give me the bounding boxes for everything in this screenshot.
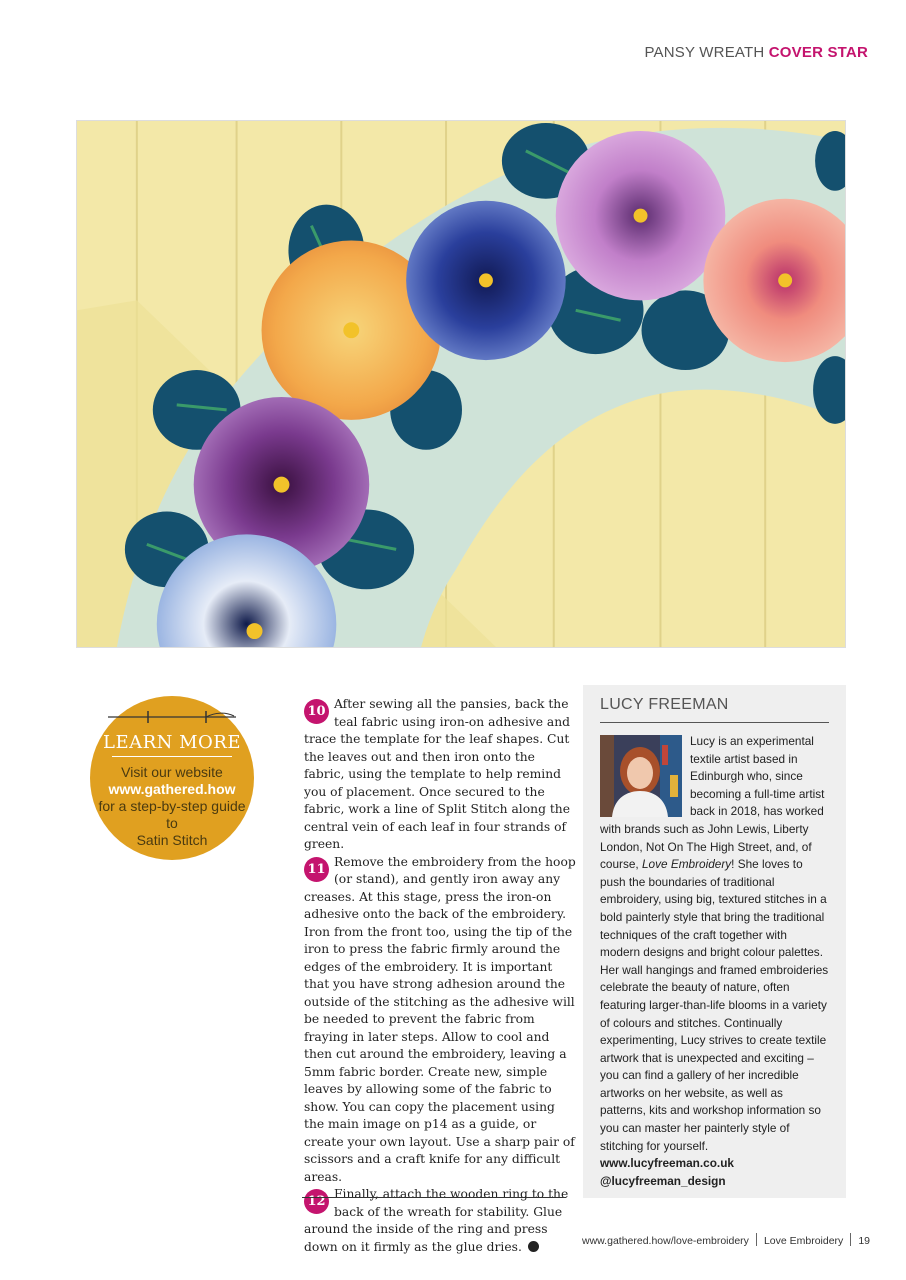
learn-more-title: LEARN MORE: [103, 732, 241, 753]
wreath-photo: [76, 120, 846, 648]
footer-magazine: Love Embroidery: [763, 1235, 844, 1247]
step-text: Remove the embroidery from the hoop (or stand), and gently iron away any creases. At this stage, press the iron-on adhesive onto the back of the embroidery. Iron from the front too, using the tip of the iron to press the fabric firmly around the edges of the embroidery. It is important that you have strong adhesion around the outside of the stitching as the adhesive will be needed to prevent the fabric from fraying in later steps. Allow to cool and then cut around the embroidery, leaving a 5mm fabric border. Create new, simple leaves by allowing some of the fabric to show. You can copy the placement using the main image on p14 as a guide, or create your own layout. Use a sharp pair of scissors and a craft knife for any difficult areas.: [304, 854, 576, 1184]
page-number: 19: [858, 1235, 870, 1247]
footer-url[interactable]: www.gathered.how/love-embroidery: [582, 1235, 749, 1247]
steps-bottom-rule: [302, 1197, 566, 1198]
step-number-badge: 10: [304, 699, 329, 724]
section-label: PANSY WREATH: [644, 44, 765, 61]
learn-more-line1: Visit our website: [121, 764, 223, 780]
section-highlight: COVER STAR: [768, 44, 868, 61]
step-10: [304, 696, 576, 854]
step-11: [304, 854, 576, 1187]
bio-text-part1: Lucy is an experimental textile artist based in Edinburgh who, since becoming a full-time artist back in 2018, has worked with brands such as John Lewis, Liberty London, Not On The High Street, and, of course,: [600, 734, 825, 872]
page-header: [644, 44, 868, 61]
learn-more-body: [98, 764, 246, 849]
footer-separator: [850, 1233, 851, 1246]
instruction-steps: [304, 696, 576, 1256]
step-text: After sewing all the pansies, back the teal fabric using iron-on adhesive and trace the template for the leaf shapes. Cut the leaves out and then iron onto the fabric, using the template to help remind you of placement. Once secured to the fabric, work a line of Split Stitch along the central vein of each leaf in four strands of green.: [304, 697, 571, 851]
pansy-wreath-illustration: [77, 121, 845, 647]
needle-thread-icon: [108, 710, 236, 724]
bio-name: LUCY FREEMAN: [600, 696, 729, 713]
bio-social-handle[interactable]: @lucyfreeman_design: [600, 1173, 726, 1188]
page-footer: [582, 1233, 870, 1247]
designer-portrait: [600, 735, 682, 817]
bio-text-part2: ! She loves to push the boundaries of traditional embroidery, using big, textured stitches in a bold painterly style that bring the traditional techniques of the craft together with modern designs and bright colour palettes. Her wall hangings and framed embroideries celebrate the beauty of nature, often featuring larger-than-life blooms in a variety of colours and stitches. Continually experimenting, Lucy strives to create textile artwork that is unexpected and exciting – you can find a gallery of her incredible artworks on her website, as well as patterns, kits and workshop information so you can master her painterly style of stitching for yourself.: [600, 857, 829, 1153]
learn-more-url[interactable]: www.gathered.how: [108, 781, 236, 797]
end-mark-icon: [528, 1241, 539, 1252]
step-number-badge: 12: [304, 1189, 329, 1214]
designer-bio-box: [583, 685, 846, 1198]
bio-magazine-title: Love Embroidery: [641, 857, 732, 872]
learn-more-badge: [90, 696, 254, 860]
step-text: Finally, attach the wooden ring to the back of the wreath for stability. Glue around the inside of the ring and press down on it firmly as the glue dries.: [304, 1187, 569, 1254]
learn-more-line3: Satin Stitch: [136, 832, 208, 848]
step-number-badge: 11: [304, 857, 329, 882]
learn-more-divider: [112, 756, 232, 757]
bio-website-link[interactable]: www.lucyfreeman.co.uk: [600, 1156, 734, 1171]
footer-separator: [756, 1233, 757, 1246]
learn-more-line2: for a step-by-step guide to: [98, 798, 246, 831]
